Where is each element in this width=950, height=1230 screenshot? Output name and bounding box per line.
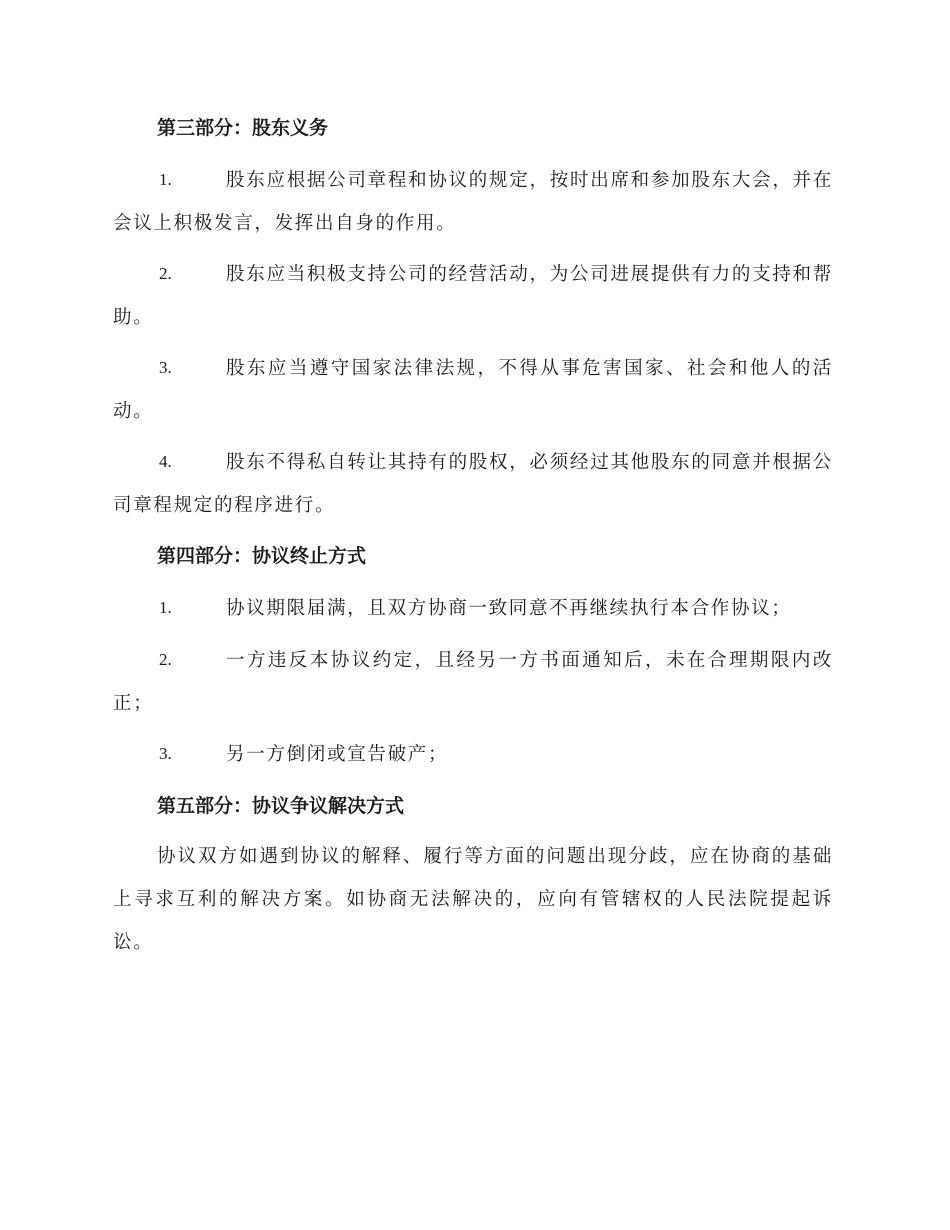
item-number: 3. [159,744,172,763]
item-text: 股东应根据公司章程和协议的规定，按时出席和参加股东大会，并在会议上积极发言，发挥出自身的作用。 [113,169,833,234]
list-item [113,356,833,433]
item-text: 股东不得私自转让其持有的股权，必须经过其他股东的同意并根据公司章程规定的程序进行。 [113,451,833,516]
section-heading: 第三部分：股东义务 [157,117,329,139]
item-number: 4. [159,452,172,471]
item-text: 另一方倒闭或宣告破产； [226,743,449,765]
body-paragraph: 协议双方如遇到协议的解释、履行等方面的问题出现分歧，应在协商的基础上寻求互利的解决方案。如协商无法解决的，应向有管辖权的人民法院提起诉讼。 [113,846,833,953]
item-text: 一方违反本协议约定，且经另一方书面通知后，未在合理期限内改正； [113,649,833,714]
item-text: 股东应当积极支持公司的经营活动，为公司进展提供有力的支持和帮助。 [113,263,833,328]
item-text: 协议期限届满，且双方协商一致同意不再继续执行本合作协议； [226,597,792,619]
list-item [113,450,833,527]
item-number: 1. [159,598,172,617]
item-number: 2. [159,650,172,669]
section-heading: 第四部分：协议终止方式 [157,545,367,567]
section-heading: 第五部分：协议争议解决方式 [157,795,405,817]
item-number: 3. [159,358,172,377]
item-text: 股东应当遵守国家法律法规，不得从事危害国家、社会和他人的活动。 [113,357,833,422]
list-item [113,742,833,776]
item-number: 1. [159,170,172,189]
list-item [113,648,833,725]
list-item [113,168,833,245]
item-number: 2. [159,264,172,283]
list-item [113,262,833,339]
list-item [113,596,833,630]
